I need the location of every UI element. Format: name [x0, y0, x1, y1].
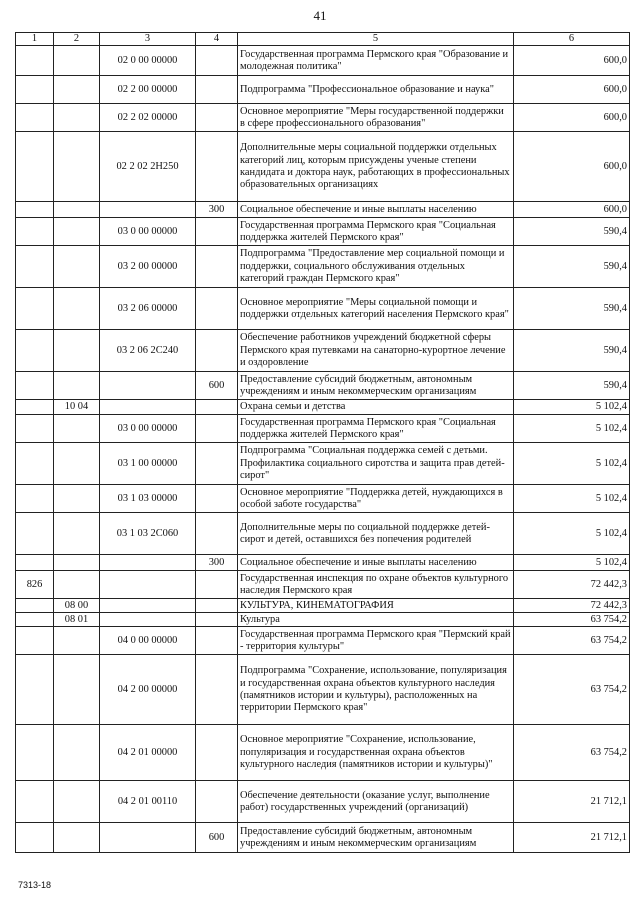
table-cell-c2	[54, 655, 100, 725]
table-cell-c1	[16, 132, 54, 202]
table-cell-c2: 10 04	[54, 400, 100, 415]
table-cell-c2	[54, 571, 100, 599]
table-cell-c6: 63 754,2	[514, 725, 630, 781]
table-cell-c6: 600,0	[514, 202, 630, 218]
table-cell-c3: 03 0 00 00000	[100, 218, 196, 246]
table-cell-c5: Дополнительные меры социальной поддержки отдельных категорий лиц, которым присуждены ученые степени кандидата и доктора наук, работающих в профессиональных образовательных организациях	[238, 132, 514, 202]
table-cell-c6: 5 102,4	[514, 415, 630, 443]
table-cell-c4	[196, 246, 238, 288]
table-cell-c4	[196, 330, 238, 372]
table-cell-c4	[196, 725, 238, 781]
table-cell-c5: Государственная программа Пермского края "Пермский край - территория культуры"	[238, 627, 514, 655]
table-cell-c3	[100, 823, 196, 853]
table-cell-c3	[100, 599, 196, 613]
footer-code: 7313-18	[18, 880, 52, 890]
table-cell-c5: Подпрограмма "Предоставление мер социальной помощи и поддержки, социального обслуживания отдельных категорий граждан Пермского края"	[238, 246, 514, 288]
table-cell-c4	[196, 781, 238, 823]
table-cell-c2	[54, 76, 100, 104]
table-cell-c6: 600,0	[514, 76, 630, 104]
table-cell-c4	[196, 104, 238, 132]
table-row	[16, 555, 630, 571]
table-row	[16, 571, 630, 599]
table-cell-c3: 03 2 06 2С240	[100, 330, 196, 372]
table-cell-c4	[196, 132, 238, 202]
table-cell-c2	[54, 513, 100, 555]
table-cell-c3	[100, 372, 196, 400]
table-cell-c5: Подпрограмма "Социальная поддержка семей с детьми. Профилактика социального сиротства и защита прав детей-сирот"	[238, 443, 514, 485]
table-row	[16, 76, 630, 104]
table-cell-c5: Дополнительные меры по социальной поддержке детей-сирот и детей, оставшихся без попечения родителей	[238, 513, 514, 555]
table-cell-c1	[16, 513, 54, 555]
table-cell-c5: Основное мероприятие "Меры социальной помощи и поддержки отдельных категорий населения Пермского края"	[238, 288, 514, 330]
table-cell-c2	[54, 627, 100, 655]
table-cell-c2: 08 00	[54, 599, 100, 613]
table-cell-c2	[54, 372, 100, 400]
table-cell-c2	[54, 485, 100, 513]
table-cell-c5: Государственная инспекция по охране объектов культурного наследия Пермского края	[238, 571, 514, 599]
table-cell-c1	[16, 202, 54, 218]
table-cell-c1	[16, 46, 54, 76]
table-cell-c6: 21 712,1	[514, 781, 630, 823]
table-cell-c5: Культура	[238, 613, 514, 627]
table-cell-c2	[54, 555, 100, 571]
table-cell-c5: Основное мероприятие "Поддержка детей, нуждающихся в особой заботе государства"	[238, 485, 514, 513]
table-cell-c2	[54, 823, 100, 853]
table-cell-c4	[196, 655, 238, 725]
table-cell-c5: Охрана семьи и детства	[238, 400, 514, 415]
table-row	[16, 132, 630, 202]
table-cell-c4: 300	[196, 555, 238, 571]
table-cell-c4	[196, 571, 238, 599]
column-header: 3	[100, 33, 196, 46]
table-cell-c1	[16, 613, 54, 627]
table-row	[16, 613, 630, 627]
table-cell-c6: 600,0	[514, 132, 630, 202]
table-cell-c5: Обеспечение деятельности (оказание услуг, выполнение работ) государственных учреждений (организаций)	[238, 781, 514, 823]
table-cell-c2	[54, 288, 100, 330]
table-cell-c4	[196, 599, 238, 613]
table-cell-c6: 5 102,4	[514, 443, 630, 485]
table-cell-c6: 21 712,1	[514, 823, 630, 853]
table-cell-c3: 03 1 03 00000	[100, 485, 196, 513]
table-cell-c2	[54, 415, 100, 443]
table-row	[16, 655, 630, 725]
table-cell-c4	[196, 46, 238, 76]
table-row	[16, 823, 630, 853]
table-row	[16, 627, 630, 655]
table-cell-c5: Подпрограмма "Профессиональное образование и наука"	[238, 76, 514, 104]
table-row	[16, 202, 630, 218]
table-cell-c6: 72 442,3	[514, 571, 630, 599]
table-cell-c3	[100, 400, 196, 415]
table-cell-c5: Предоставление субсидий бюджетным, автономным учреждениям и иным некоммерческим организациям	[238, 823, 514, 853]
table-cell-c6: 5 102,4	[514, 513, 630, 555]
table-row	[16, 246, 630, 288]
table-cell-c4	[196, 513, 238, 555]
table-cell-c2	[54, 725, 100, 781]
table-cell-c3: 03 1 03 2С060	[100, 513, 196, 555]
table-cell-c6: 590,4	[514, 288, 630, 330]
table-cell-c1	[16, 218, 54, 246]
table-cell-c1	[16, 627, 54, 655]
table-cell-c1	[16, 781, 54, 823]
table-row	[16, 443, 630, 485]
table-cell-c3: 02 2 02 00000	[100, 104, 196, 132]
table-cell-c2	[54, 330, 100, 372]
table-cell-c3	[100, 571, 196, 599]
table-cell-c5: Социальное обеспечение и иные выплаты населению	[238, 202, 514, 218]
table-cell-c1	[16, 288, 54, 330]
table-cell-c3: 03 0 00 00000	[100, 415, 196, 443]
table-cell-c1	[16, 400, 54, 415]
table-body	[16, 46, 630, 853]
table-cell-c6: 5 102,4	[514, 555, 630, 571]
table-cell-c3: 04 2 01 00110	[100, 781, 196, 823]
table-cell-c6: 5 102,4	[514, 400, 630, 415]
budget-table	[15, 32, 630, 853]
table-cell-c2	[54, 104, 100, 132]
table-cell-c5: Государственная программа Пермского края "Образование и молодежная политика"	[238, 46, 514, 76]
table-cell-c6: 590,4	[514, 218, 630, 246]
column-header: 5	[238, 33, 514, 46]
table-cell-c5: Предоставление субсидий бюджетным, автономным учреждениям и иным некоммерческим организациям	[238, 372, 514, 400]
table-row	[16, 725, 630, 781]
table-row	[16, 288, 630, 330]
table-cell-c2	[54, 781, 100, 823]
table-cell-c6: 63 754,2	[514, 655, 630, 725]
column-header: 6	[514, 33, 630, 46]
table-row	[16, 104, 630, 132]
table-row	[16, 400, 630, 415]
table-cell-c4	[196, 485, 238, 513]
table-cell-c6: 590,4	[514, 372, 630, 400]
table-cell-c6: 600,0	[514, 46, 630, 76]
table-cell-c4	[196, 415, 238, 443]
table-cell-c3: 02 2 02 2Н250	[100, 132, 196, 202]
table-cell-c1: 826	[16, 571, 54, 599]
table-row	[16, 218, 630, 246]
table-cell-c1	[16, 599, 54, 613]
table-cell-c4	[196, 613, 238, 627]
table-cell-c1	[16, 415, 54, 443]
table-cell-c4	[196, 218, 238, 246]
table-cell-c1	[16, 330, 54, 372]
table-cell-c4: 600	[196, 372, 238, 400]
table-cell-c5: Основное мероприятие "Сохранение, использование, популяризация и государственная охрана объектов культурного наследия (памятников истории и культуры)"	[238, 725, 514, 781]
table-cell-c6: 590,4	[514, 330, 630, 372]
table-cell-c2	[54, 443, 100, 485]
table-cell-c3: 03 2 00 00000	[100, 246, 196, 288]
table-row	[16, 372, 630, 400]
table-cell-c1	[16, 485, 54, 513]
table-cell-c4	[196, 76, 238, 104]
table-cell-c3: 04 2 01 00000	[100, 725, 196, 781]
table-cell-c5: Государственная программа Пермского края "Социальная поддержка жителей Пермского края"	[238, 415, 514, 443]
table-cell-c5: КУЛЬТУРА, КИНЕМАТОГРАФИЯ	[238, 599, 514, 613]
table-cell-c6: 72 442,3	[514, 599, 630, 613]
table-cell-c3: 04 0 00 00000	[100, 627, 196, 655]
table-cell-c3	[100, 613, 196, 627]
table-cell-c2	[54, 132, 100, 202]
page-number: 41	[313, 8, 327, 23]
table-cell-c1	[16, 555, 54, 571]
table-cell-c6: 5 102,4	[514, 485, 630, 513]
table-row	[16, 485, 630, 513]
table-cell-c6: 63 754,2	[514, 613, 630, 627]
table-cell-c1	[16, 443, 54, 485]
table-cell-c5: Социальное обеспечение и иные выплаты населению	[238, 555, 514, 571]
table-cell-c3: 03 1 00 00000	[100, 443, 196, 485]
table-row	[16, 415, 630, 443]
table-cell-c5: Основное мероприятие "Меры государственной поддержки в сфере профессионального образования"	[238, 104, 514, 132]
table-cell-c1	[16, 823, 54, 853]
table-cell-c4: 600	[196, 823, 238, 853]
table-cell-c1	[16, 655, 54, 725]
table-cell-c1	[16, 76, 54, 104]
table-cell-c5: Государственная программа Пермского края "Социальная поддержка жителей Пермского края"	[238, 218, 514, 246]
table-cell-c2	[54, 246, 100, 288]
table-cell-c4	[196, 627, 238, 655]
table-cell-c2	[54, 202, 100, 218]
table-cell-c6: 63 754,2	[514, 627, 630, 655]
table-cell-c3: 03 2 06 00000	[100, 288, 196, 330]
table-cell-c1	[16, 372, 54, 400]
table-cell-c4	[196, 288, 238, 330]
table-cell-c1	[16, 246, 54, 288]
table-row	[16, 330, 630, 372]
table-header-row	[16, 33, 630, 46]
table-cell-c6: 600,0	[514, 104, 630, 132]
table-cell-c3	[100, 202, 196, 218]
table-cell-c3: 04 2 00 00000	[100, 655, 196, 725]
table-cell-c5: Подпрограмма "Сохранение, использование, популяризация и государственная охрана объектов культурного наследия (памятников истории и культуры), расположенных на территории Пермского края"	[238, 655, 514, 725]
table-cell-c3	[100, 555, 196, 571]
table-cell-c1	[16, 725, 54, 781]
table-cell-c3: 02 2 00 00000	[100, 76, 196, 104]
table-cell-c5: Обеспечение работников учреждений бюджетной сферы Пермского края путевками на санаторно-курортное лечение и оздоровление	[238, 330, 514, 372]
column-header: 1	[16, 33, 54, 46]
column-header: 2	[54, 33, 100, 46]
table-cell-c4: 300	[196, 202, 238, 218]
table-cell-c4	[196, 400, 238, 415]
table-cell-c1	[16, 104, 54, 132]
table-row	[16, 513, 630, 555]
table-cell-c2	[54, 218, 100, 246]
table-row	[16, 46, 630, 76]
table-cell-c6: 590,4	[514, 246, 630, 288]
column-header: 4	[196, 33, 238, 46]
table-cell-c2: 08 01	[54, 613, 100, 627]
table-row	[16, 599, 630, 613]
table-cell-c3: 02 0 00 00000	[100, 46, 196, 76]
table-cell-c2	[54, 46, 100, 76]
table-cell-c4	[196, 443, 238, 485]
table-row	[16, 781, 630, 823]
